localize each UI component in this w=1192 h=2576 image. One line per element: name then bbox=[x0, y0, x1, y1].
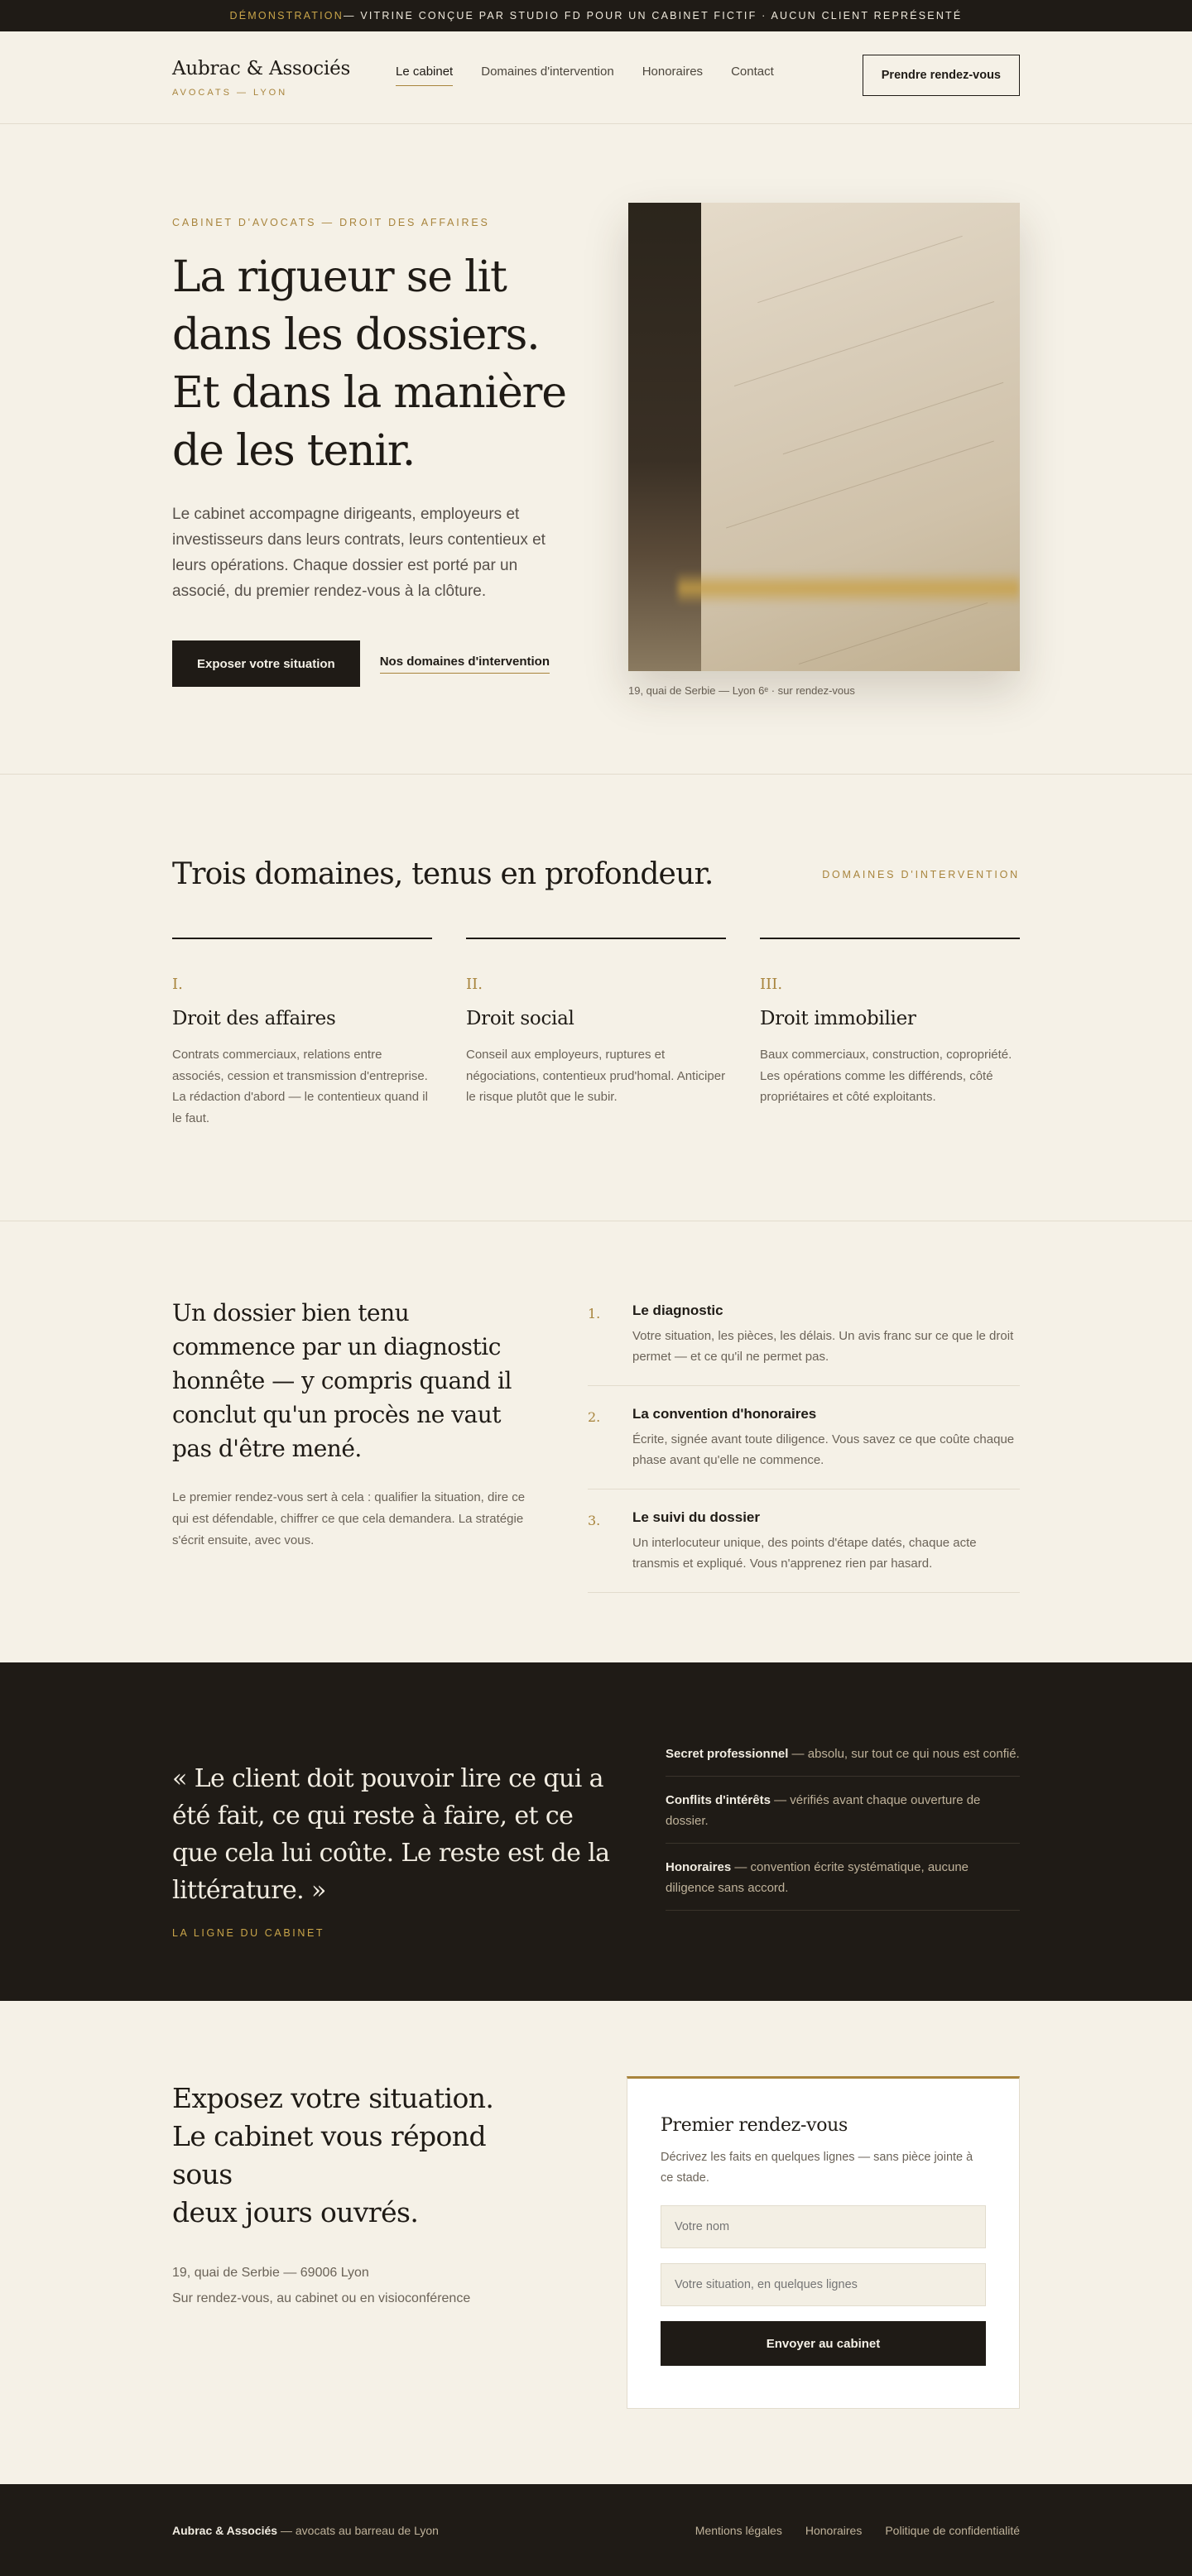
contact-heading-line: Exposez votre situation. bbox=[172, 2082, 494, 2114]
domains-eyebrow: DOMAINES D'INTERVENTION bbox=[822, 868, 1020, 880]
step-description: Écrite, signée avant toute diligence. Vous savez ce que coûte chaque phase avant qu'elle ne commence. bbox=[632, 1432, 1015, 1467]
footer-brand bbox=[172, 2524, 439, 2537]
principle-text: — vérifiés avant chaque ouverture de dossier. bbox=[666, 1793, 981, 1828]
step-title: Le diagnostic bbox=[632, 1302, 723, 1318]
contact-heading-line: Le cabinet vous répond sous bbox=[172, 2120, 486, 2190]
step-description: Un interlocuteur unique, des points d'étape datés, chaque acte transmis et expliqué. Vous n'apprenez rien par hasard. bbox=[632, 1536, 977, 1571]
banner-text: — VITRINE CONÇUE PAR STUDIO FD POUR UN CABINET FICTIF · AUCUN CLIENT REPRÉSENTÉ bbox=[343, 10, 963, 22]
domain-title: Droit des affaires bbox=[172, 1008, 336, 1029]
domain-text: Conseil aux employeurs, ruptures et négociations, contentieux prud'homal. Anticiper le risque plutôt que le subir. bbox=[466, 1048, 726, 1104]
domain-card bbox=[760, 938, 1020, 1129]
principle-title: Conflits d'intérêts bbox=[666, 1793, 771, 1807]
hero-title-line: dans les dossiers. bbox=[172, 310, 540, 360]
domains-link[interactable]: Nos domaines d'intervention bbox=[380, 655, 550, 674]
hero-title-line: de les tenir. bbox=[172, 426, 416, 476]
domain-title: Droit social bbox=[466, 1008, 574, 1029]
domains-section bbox=[0, 775, 1192, 1221]
process-step bbox=[588, 1406, 1020, 1489]
nav-item-honoraires[interactable]: Honoraires bbox=[642, 65, 704, 79]
form-description: Décrivez les faits en quelques lignes — sans pièce jointe à ce stade. bbox=[661, 2151, 973, 2185]
step-title: Le suivi du dossier bbox=[632, 1509, 760, 1525]
brand-logo[interactable] bbox=[172, 58, 396, 98]
domain-card bbox=[466, 938, 726, 1129]
main-nav bbox=[396, 65, 863, 86]
domain-number: I. bbox=[172, 976, 183, 993]
footer-tagline: — avocats au barreau de Lyon bbox=[277, 2523, 439, 2537]
hero-eyebrow: CABINET D'AVOCATS — DROIT DES AFFAIRES bbox=[172, 217, 490, 228]
principle-text: — absolu, sur tout ce qui nous est confié. bbox=[788, 1747, 1020, 1761]
domain-title: Droit immobilier bbox=[760, 1008, 916, 1029]
banner-accent: DÉMONSTRATION bbox=[229, 10, 344, 22]
contact-section bbox=[0, 2001, 1192, 2484]
footer-brand-name: Aubrac & Associés bbox=[172, 2523, 278, 2537]
hero-title-line: Et dans la manière bbox=[172, 368, 566, 418]
principle-text: — convention écrite systématique, aucune diligence sans accord. bbox=[666, 1860, 969, 1895]
process-section bbox=[0, 1221, 1192, 1662]
process-heading: Un dossier bien tenu commence par un diagnostic honnête — y compris quand il conclut qu'un procès ne vaut pas d'être mené. bbox=[172, 1299, 512, 1462]
contact-heading-line: deux jours ouvrés. bbox=[172, 2196, 419, 2228]
brand-name: Aubrac & Associés bbox=[172, 58, 351, 79]
principle-title: Honoraires bbox=[666, 1860, 732, 1874]
site-header bbox=[0, 31, 1192, 124]
domain-text: Contrats commerciaux, relations entre associés, cession et transmission d'entreprise. La rédaction d'abord — le contentieux quand il le faut. bbox=[172, 1048, 428, 1125]
hero-title-line: La rigueur se lit bbox=[172, 252, 507, 302]
expose-situation-button[interactable]: Exposer votre situation bbox=[172, 640, 360, 687]
quote-section bbox=[0, 1662, 1192, 2001]
step-number: 2. bbox=[588, 1409, 601, 1425]
hero-description: Le cabinet accompagne dirigeants, employeurs et investisseurs dans leurs contrats, leurs contentieux et leurs opérations. Chaque dossier est porté par un associé, du premier rendez-vous à la clôture. bbox=[172, 506, 546, 600]
send-button[interactable]: Envoyer au cabinet bbox=[661, 2321, 986, 2366]
principle-item bbox=[666, 1790, 1020, 1844]
book-appointment-button[interactable]: Prendre rendez-vous bbox=[863, 55, 1020, 96]
nav-item-contact[interactable]: Contact bbox=[731, 65, 774, 79]
form-title: Premier rendez-vous bbox=[661, 2115, 848, 2136]
domain-number: III. bbox=[760, 976, 783, 993]
step-number: 3. bbox=[588, 1513, 601, 1528]
domains-heading: Trois domaines, tenus en profondeur. bbox=[172, 857, 714, 891]
domain-text: Baux commerciaux, construction, copropriété. Les opérations comme les différends, côté propriétaires et côté exploitants. bbox=[760, 1048, 1012, 1104]
process-step bbox=[588, 1302, 1020, 1386]
footer-link-fees[interactable]: Honoraires bbox=[805, 2523, 863, 2537]
photo-caption: 19, quai de Serbie — Lyon 6ᵉ · sur rendez-vous bbox=[628, 684, 855, 697]
quote-cite: LA LIGNE DU CABINET bbox=[172, 1927, 325, 1939]
hero-title bbox=[172, 248, 570, 480]
appointment-form bbox=[627, 2076, 1020, 2409]
footer-link-legal[interactable]: Mentions légales bbox=[695, 2523, 782, 2537]
contact-heading bbox=[172, 2080, 553, 2232]
principle-title: Secret professionnel bbox=[666, 1747, 789, 1761]
domain-card bbox=[172, 938, 432, 1129]
situation-input[interactable] bbox=[661, 2263, 986, 2306]
name-input[interactable] bbox=[661, 2205, 986, 2248]
nav-item-domaines[interactable]: Domaines d'intervention bbox=[481, 65, 614, 79]
process-text: Le premier rendez-vous sert à cela : qualifier la situation, dire ce qui est défendable, chiffrer ce que cela demandera. La stratégie s'écrit ensuite, avec vous. bbox=[172, 1490, 526, 1547]
site-footer bbox=[0, 2484, 1192, 2576]
footer-link-privacy[interactable]: Politique de confidentialité bbox=[885, 2523, 1020, 2537]
step-description: Votre situation, les pièces, les délais. Un avis franc sur ce que le droit permet — et ce qu'il ne permet pas. bbox=[632, 1329, 1014, 1364]
nav-item-cabinet[interactable]: Le cabinet bbox=[396, 65, 453, 86]
hero-section bbox=[0, 124, 1192, 775]
process-step bbox=[588, 1509, 1020, 1593]
principle-item bbox=[666, 1744, 1020, 1777]
meeting-modes: Sur rendez-vous, au cabinet ou en visioconférence bbox=[172, 2291, 471, 2305]
domain-number: II. bbox=[466, 976, 483, 993]
firm-quote: « Le client doit pouvoir lire ce qui a été fait, ce qui reste à faire, et ce que cela lui coûte. Le reste est de la littérature. » bbox=[172, 1764, 610, 1905]
brand-subtitle: AVOCATS — LYON bbox=[172, 88, 288, 98]
hero-photo bbox=[628, 203, 1020, 671]
step-number: 1. bbox=[588, 1306, 601, 1322]
demo-banner bbox=[0, 0, 1192, 31]
step-title: La convention d'honoraires bbox=[632, 1406, 817, 1422]
office-address: 19, quai de Serbie — 69006 Lyon bbox=[172, 2266, 369, 2280]
principle-item bbox=[666, 1857, 1020, 1911]
